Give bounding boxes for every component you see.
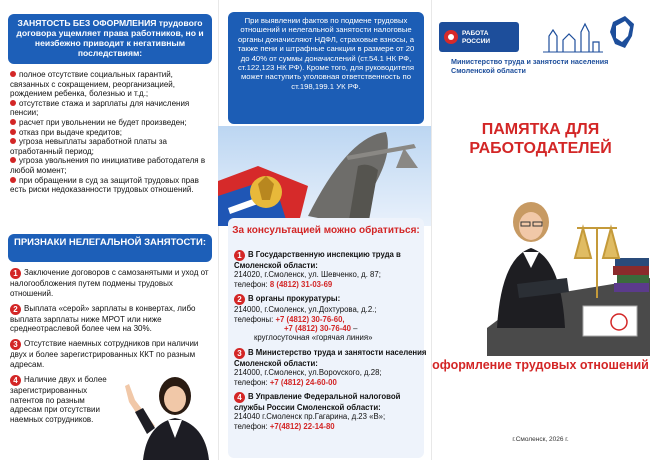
list-item: расчет при увольнении не будет произведен; bbox=[10, 118, 212, 128]
phone-link[interactable]: +7 (4812) 30-76-60, bbox=[275, 314, 345, 324]
consultation-title: За консультацией можно обратиться: bbox=[232, 225, 420, 236]
number-badge: 1 bbox=[10, 268, 21, 279]
sign-item: 3 Отсутствие наемных сотрудников при наличии двух и более зарегистрированных ККТ по разным адресам. bbox=[10, 339, 199, 369]
list-item: отсутствие стажа и зарплаты для начисления пенсии; bbox=[10, 98, 190, 118]
organization-item: 4 В Управление Федеральной налоговой службы России Смоленской области: 214040 г.Смоленск пр.Гагарина, д.23 «В»; телефон: +7(4812) 22-14-80 bbox=[234, 392, 401, 431]
warning-title: ЗАНЯТОСТЬ БЕЗ ОФОРМЛЕНИЯ трудового договора ущемляет права работников, но и неизбежно приводит к негативным последствиям: bbox=[16, 18, 204, 58]
list-item: угроза невыплаты заработной платы за отработанный период; bbox=[10, 137, 167, 156]
bullet-icon bbox=[10, 138, 16, 144]
city-skyline-icon bbox=[543, 16, 603, 56]
region-map-icon bbox=[607, 14, 637, 52]
number-badge: 3 bbox=[234, 348, 245, 359]
panel-left bbox=[0, 0, 218, 460]
warning-list bbox=[10, 70, 212, 195]
svg-text:РОССИИ: РОССИИ bbox=[462, 38, 491, 45]
bullet-icon bbox=[10, 71, 16, 77]
number-badge: 4 bbox=[234, 392, 245, 403]
organization-item: 3 В Министерство труда и занятости населения Смоленской области: 214000, г.Смоленск, ул.Ворovского, д.28; телефон: +7 (4812) 24-60-00 bbox=[234, 347, 427, 387]
bullet-icon bbox=[10, 177, 16, 183]
phone-link[interactable]: 8 (4812) 31-03-69 bbox=[269, 279, 333, 289]
city-year: г.Смоленск, 2026 г. bbox=[512, 436, 569, 443]
sign-item: 1 Заключение договоров с самозанятыми и уход от налогообложения путем подмены трудовых отношений. bbox=[10, 268, 209, 298]
signs-header bbox=[8, 234, 212, 262]
list-item: угроза увольнения по инициативе работодателя в любой момент; bbox=[10, 156, 206, 175]
organization-item: 1 В Государственную инспекцию труда в Смоленской области: 214020, г.Смоленск, ул. Шевченко, д. 87; телефон: 8 (4812) 31-03-69 bbox=[234, 250, 401, 289]
subtitle: оформление трудовых отношений bbox=[432, 358, 649, 372]
lawyer-image bbox=[487, 188, 650, 356]
panel-middle bbox=[218, 0, 431, 460]
number-badge: 3 bbox=[10, 339, 21, 350]
number-badge: 2 bbox=[10, 304, 21, 315]
phone-link[interactable]: +7(4812) 22-14-80 bbox=[269, 421, 335, 431]
ministry-label: Министерство труда и занятости населения Смоленской области bbox=[451, 57, 609, 75]
warning-header bbox=[8, 14, 212, 64]
list-item: отказ при выдаче кредитов; bbox=[10, 128, 212, 138]
justice-collage-image bbox=[218, 126, 431, 226]
svg-text:РАБОТА: РАБОТА bbox=[462, 30, 489, 37]
fines-notice: При выявлении фактов по подмене трудовых отношений и нелегальной занятости налоговые органы доначисляют НДФЛ, страховые взносы, а также пени и штрафные санкции в размере от 20 до 40% от суммы доначислений (ст.54.1 НК РФ, ст.122,123 НК РФ). Кроме того, для руководителя может наступить уголовная ответственность по ст.198,199.1 УК РФ. bbox=[228, 12, 424, 124]
panel-right bbox=[431, 0, 650, 460]
sign-item: 4 Наличие двух и более зарегистрированных патентов по разным адресам при отсутствии наемных сотрудников. bbox=[10, 374, 107, 425]
list-item: полное отсутствие социальных гарантий, связанных с сокращением, реорганизацией, рождением ребенка, болезнью и т.д.; bbox=[10, 70, 175, 99]
signs-title: ПРИЗНАКИ НЕЛЕГАЛЬНОЙ ЗАНЯТОСТИ: bbox=[14, 237, 206, 248]
organization-item: 2 В органы прокуратуры: 214000, г.Смоленск, ул.Дохтурова, д.2.; телефоны: +7 (4812) 30-76-60, +7 (4812) 30-76-40 – круглосуточная «горячая линия» bbox=[234, 294, 377, 343]
bullet-icon bbox=[10, 157, 16, 163]
sign-item: 2 Выплата «серой» зарплаты в конвертах, либо выплата зарплаты ниже МРОТ или ниже среднеотраслевой более чем на 30%. bbox=[10, 303, 196, 334]
bullet-icon bbox=[10, 129, 16, 135]
phone-link[interactable]: +7 (4812) 30-76-40 bbox=[284, 324, 351, 334]
list-item: при обращении в суд за защитой трудовых прав есть риски недоказанности трудовых отношений. bbox=[10, 175, 199, 195]
rabota-rossii-logo bbox=[439, 22, 519, 52]
phone-link[interactable]: +7 (4812) 24-60-00 bbox=[269, 377, 337, 387]
bullet-icon bbox=[10, 119, 16, 125]
bullet-icon bbox=[10, 100, 16, 106]
businesswoman-image bbox=[113, 372, 213, 460]
organizations-list bbox=[234, 250, 430, 436]
number-badge: 2 bbox=[234, 294, 245, 305]
number-badge: 1 bbox=[234, 250, 245, 261]
number-badge: 4 bbox=[10, 375, 21, 386]
page-title: ПАМЯТКА ДЛЯ РАБОТОДАТЕЛЕЙ bbox=[469, 121, 612, 157]
